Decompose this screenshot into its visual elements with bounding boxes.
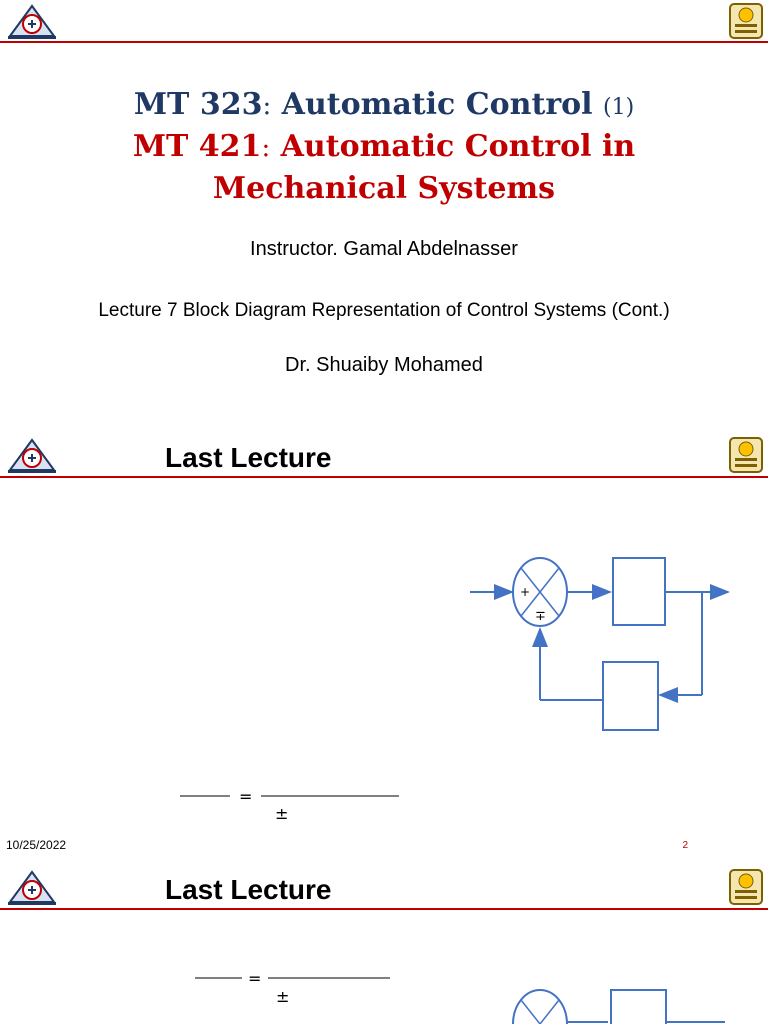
slide-date: 10/25/2022 xyxy=(6,838,67,852)
university-seal-icon xyxy=(728,2,764,40)
title-slide xyxy=(0,0,768,432)
transfer-function-formula xyxy=(190,964,400,1009)
course-title-mt421: MT 421: Automatic Control in xyxy=(132,129,636,164)
last-lecture-slide xyxy=(0,432,768,864)
lecture-title: Lecture 7 Block Diagram Representation of Control Systems (Cont.) xyxy=(98,300,670,321)
faculty-logo-icon xyxy=(4,2,60,40)
summing-plus-sign: + xyxy=(520,585,531,599)
slide-title: Last Lecture xyxy=(165,442,332,473)
faculty-logo-icon xyxy=(4,868,60,906)
doctor-name: Dr. Shuaiby Mohamed xyxy=(285,354,483,376)
header-divider xyxy=(0,908,768,910)
university-seal-icon xyxy=(728,436,764,474)
header-divider xyxy=(0,476,768,478)
feedback-block-diagram xyxy=(460,550,740,740)
header-divider xyxy=(0,41,768,43)
plus-minus-sign: ± xyxy=(276,987,290,1006)
course-title-mt323: MT 323: Automatic Control (1) xyxy=(133,87,635,122)
last-lecture-slide-2 xyxy=(0,864,768,1024)
feedback-block-diagram-partial xyxy=(500,986,768,1024)
instructor-name: Instructor. Gamal Abdelnasser xyxy=(250,238,518,260)
faculty-logo-icon xyxy=(4,436,60,474)
transfer-function-formula xyxy=(175,782,405,827)
plus-minus-sign: ± xyxy=(275,804,289,823)
course-title-mt421-cont: Mechanical Systems xyxy=(212,171,556,206)
equals-sign: = xyxy=(248,969,262,988)
summing-minus-plus-sign: ∓ xyxy=(535,609,546,624)
university-seal-icon xyxy=(728,868,764,906)
page-number: 2 xyxy=(682,840,688,851)
slide-title: Last Lecture xyxy=(165,874,332,905)
equals-sign: = xyxy=(239,787,253,806)
